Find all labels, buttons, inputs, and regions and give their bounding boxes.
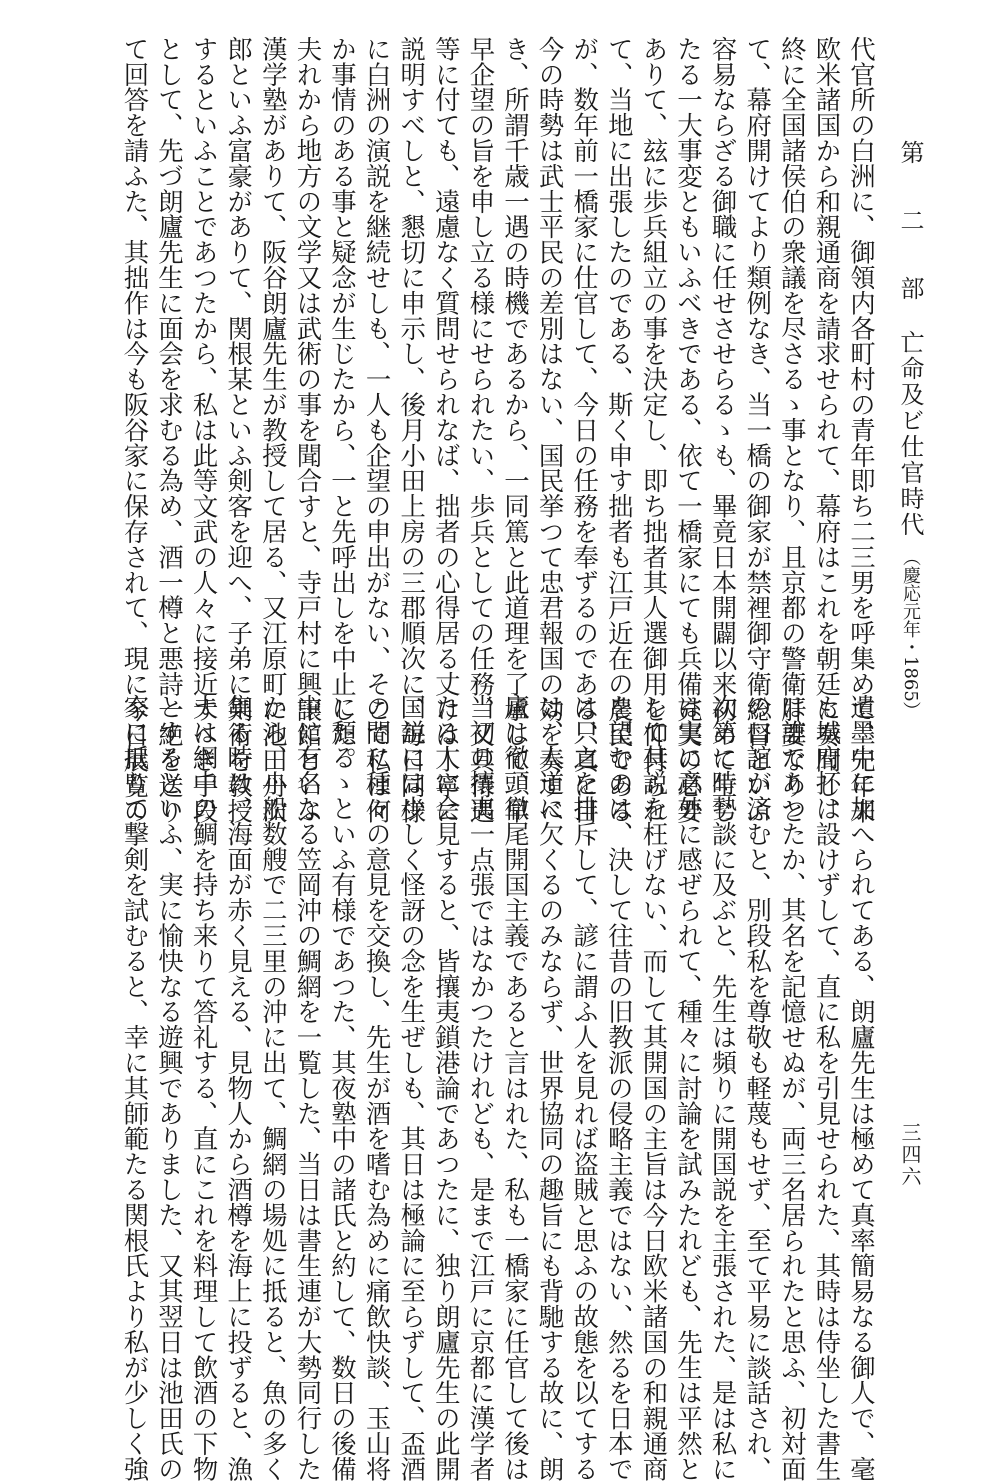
running-header: [898, 140, 922, 720]
text-column: 家に抵りて撃剣を試むると、幸に其師範たる関根氏より私が少しく強: [120, 694, 151, 1481]
text-column: が、数年前一橋家に仕官して、今日の任務を奉ずるのである、真に目: [570, 36, 601, 824]
text-column: 中に有名なる笠岡沖の鯛網を一覧した、当日は書生連が大勢同行した: [293, 694, 324, 1481]
text-column: は実に意外に感ぜられて、種々に討論を試みたれども、先生は平然と: [674, 694, 704, 1481]
text-column: 当初の攘夷一点張ではなかつたけれども、是まで江戸に京都に漢学者: [466, 694, 497, 1481]
page-number: 三四六: [898, 1122, 922, 1188]
chapter-title: 亡命及ビ仕官時代: [896, 330, 924, 538]
text-column: 容易ならざる御職に任せさせらるゝも、畢竟日本開闢以来初めて生じ: [708, 36, 739, 824]
text-column: 夫は網中の鯛を持ち来りて答礼する、直にこれを料理して飲酒の下物: [189, 694, 220, 1481]
text-column: き、所謂千歳一遇の時機であるから、一同篤と此道理を了承して、早: [501, 36, 531, 824]
text-column: 遺墨中に加へられてある、朗廬先生は極めて真率簡易なる御人で、毫: [847, 694, 877, 1481]
text-column: とするといふ、実に愉快なる遊興でありました、又其翌日は池田氏の: [155, 694, 185, 1481]
text-column: 夫れから地方の文学又は武術の事を聞合すと、寺戸村に興譲館といふ: [293, 36, 324, 824]
text-column: 郎といふ富豪がありて、関根某といふ剣客を迎へ、子弟に剣術を教授: [224, 36, 255, 824]
text-column: に白洲の演説を継続せしも、一人も企望の申出がない、そこで私は何: [362, 36, 393, 824]
text-column: 説明すべしと、懇切に申示し、後月小田上房の三郡順次に、毎日同様: [397, 36, 428, 824]
text-column: は誰であつたか、其名を記憶せぬが、両三名居られたと思ふ、初対面: [777, 694, 808, 1481]
text-column: から、小船数艘で二三里の沖に出て、鯛網の場処に抵ると、魚の多く: [258, 694, 289, 1481]
text-column: 欧米諸国から和親通商を請求せられて、幕府はこれを朝廷に奏聞し、: [812, 36, 843, 824]
text-column: て、当地に出張したのである、斯く申す拙者も江戸近在の農民である: [604, 36, 635, 824]
part-title: 第 二 部: [896, 140, 924, 308]
text-column: か事情のある事と疑念が生じたから、一と先呼出しを中止した。: [328, 36, 358, 773]
text-column: 等に付ても、遠慮なく質問せられなば、拙者の心得居る丈けは丁寧に: [431, 36, 462, 824]
text-column: して其説を枉げない、而して其開国の主旨は今日欧米諸国の和親通商: [639, 694, 670, 1481]
text-column: の口誼が済むと、別段私を尊敬も軽蔑もせず、至て平易に談話され、: [743, 694, 774, 1481]
text-column: たる人に会見すると、皆攘夷鎖港論であつたに、独り朗廬先生の此開: [431, 694, 462, 1481]
text-column: 次第に時勢談に及ぶと、先生は頻りに開国説を主張された、是は私に: [708, 694, 739, 1481]
text-column: 終に全国諸侯伯の衆議を尽さるゝ事となり、且京都の警衛肝要なりと: [777, 36, 808, 824]
text-column: 国説には少しく怪訝の念を生ぜしも、其日は極論に至らずして、盃酒: [397, 694, 428, 1481]
text-column: に頽るゝといふ有様であつた、其夜塾中の諸氏と約して、数日の後備: [328, 694, 358, 1481]
text-column: 集る時は、海面が赤く見える、見物人から酒樽を海上に投ずると、漁: [224, 694, 255, 1481]
text-column: たる一大事変ともいふべきである、依て一橋家にても兵備充実の必要: [674, 36, 704, 824]
text-column: ありて、玆に歩兵組立の事を決定し、即ち拙者其人選御用を仰付られ: [639, 36, 670, 824]
text-column: て、幕府開けてより類例なき、当一橋の御家が禁裡御守衛総督といふ: [743, 36, 774, 824]
text-column: の間に種々の意見を交換し、先生が酒を嗜む為めに痛飲快談、玉山将: [362, 694, 393, 1481]
text-column: 漢学塾がありて、阪谷朗廬先生が教授して居る、又江原町に池田丹次: [258, 36, 289, 824]
text-column: 早企望の旨を申し立る様にせられたい、歩兵としての任務、又其待遇: [466, 36, 497, 824]
text-column: は只之を排斥して、諺に謂ふ人を見れば盗賊と思ふの故態を以てする: [570, 694, 601, 1481]
text-column: 今の時勢は武士平民の差別はない、国民挙つて忠君報国の効を奏すべ: [535, 36, 566, 824]
text-column: は、人道に欠くるのみならず、世界協同の趣旨にも背馳する故に、朗: [535, 694, 566, 1481]
period-label: （慶応元年・1865）: [900, 548, 921, 720]
text-column: するといふことであつたから、私は此等文武の人々に接近すへき手段: [189, 36, 220, 824]
text-column: 廬は徹頭徹尾開国主義であると言はれた、私も一橋家に任官して後は: [501, 694, 531, 1481]
text-column: て回答を請ふた、其拙作は今も阪谷家に保存されて、現に今日展覧の: [120, 36, 151, 824]
text-column: も城府抔は設けずして、直に私を引見せられた、其時は侍坐した書生: [812, 694, 843, 1481]
text-column: 代官所の白洲に、御領内各町村の青年即ち二三男を呼集めて、先年来: [847, 36, 877, 824]
text-column: を望むのは、決して往昔の旧教派の侵略主義ではない、然るを日本で: [604, 694, 635, 1481]
text-column: として、先づ朗廬先生に面会を求むる為め、酒一樽と悪詩一絶を送り: [155, 36, 185, 824]
